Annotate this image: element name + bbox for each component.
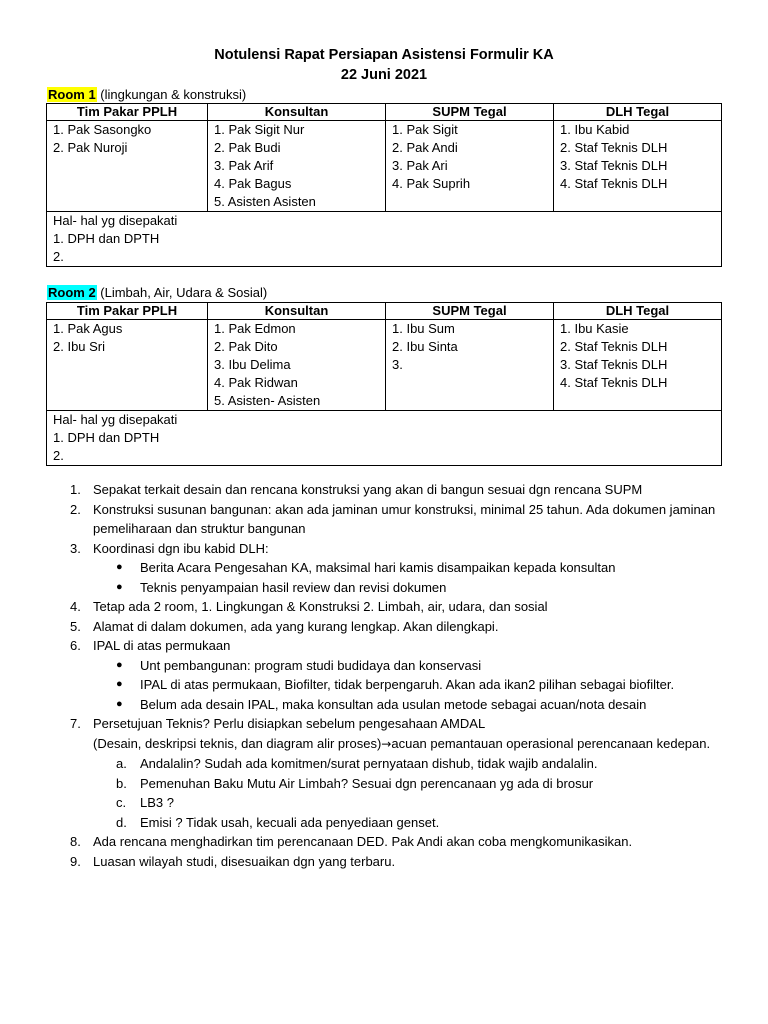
list-item: 4. Pak Ridwan bbox=[214, 375, 298, 390]
note-item-2 bbox=[0, 500, 768, 539]
bullet-text: Teknis penyampaian hasil review dan revisi dokumen bbox=[140, 579, 447, 595]
list-item: 2. Ibu Sinta bbox=[392, 339, 458, 354]
note-text: Sepakat terkait desain dan rencana konstruksi yang akan di bangun sesuai dgn rencana SUPM bbox=[93, 482, 643, 497]
sub-bullet-item bbox=[0, 656, 768, 676]
note-item-1 bbox=[0, 480, 768, 500]
note-number: 4. bbox=[70, 599, 81, 614]
agreement-cell bbox=[47, 411, 722, 466]
agreement-heading: Hal- hal yg disepakati bbox=[53, 412, 178, 427]
note-text: Alamat di dalam dokumen, ada yang kurang lengkap. Akan dilengkapi. bbox=[93, 618, 499, 634]
bullet-icon: ● bbox=[116, 678, 123, 690]
header-tim-pakar: Tim Pakar PPLH bbox=[47, 104, 208, 121]
list-item: 4. Staf Teknis DLH bbox=[560, 176, 668, 191]
list-item: 2. bbox=[53, 249, 64, 264]
note-text: Konstruksi susunan bangunan: akan ada jaminan umur konstruksi, minimal 25 tahun. Ada dokumen jaminan pemeliharaan dan struktur bangunan bbox=[93, 501, 716, 536]
note-item-9 bbox=[0, 852, 768, 872]
list-item: 1. Pak Sigit Nur bbox=[214, 122, 305, 137]
note-number: 6. bbox=[70, 638, 81, 653]
bullet-text: Belum ada desain IPAL, maka konsultan ada usulan metode sebagai acuan/nota desain bbox=[140, 696, 647, 712]
agreement-heading: Hal- hal yg disepakati bbox=[53, 213, 178, 228]
list-item: 1. Pak Sasongko bbox=[53, 122, 152, 137]
list-item: 1. Ibu Kasie bbox=[560, 321, 629, 336]
note-text-continued: (Desain, deskripsi teknis, dan diagram alir proses) bbox=[93, 735, 382, 751]
list-item: 1. Pak Agus bbox=[53, 321, 123, 336]
list-item: 2. Pak Dito bbox=[214, 339, 278, 354]
konsultan-cell bbox=[208, 121, 386, 212]
header-dlh-tegal: DLH Tegal bbox=[554, 303, 722, 320]
agreement-cell bbox=[47, 212, 722, 267]
header-konsultan: Konsultan bbox=[208, 303, 386, 320]
note-number: 9. bbox=[70, 853, 81, 869]
list-item: 3. Staf Teknis DLH bbox=[560, 158, 668, 173]
list-item: 1. Ibu Kabid bbox=[560, 122, 630, 137]
note-item-8 bbox=[0, 832, 768, 852]
bullet-text: IPAL di atas permukaan, Biofilter, tidak berpengaruh. Akan ada ikan2 pilihan sebagai biofilter. bbox=[140, 677, 675, 692]
list-item: 1. DPH dan DPTH bbox=[53, 430, 160, 445]
note-number: 8. bbox=[70, 834, 81, 849]
lettered-item bbox=[0, 813, 768, 833]
table-row bbox=[47, 121, 722, 212]
list-item: 2. bbox=[53, 448, 64, 463]
list-item: 2. Pak Andi bbox=[392, 140, 458, 155]
document-title: Notulensi Rapat Persiapan Asistensi Formulir KA bbox=[214, 47, 554, 63]
header-dlh-tegal: DLH Tegal bbox=[554, 104, 722, 121]
note-text: Tetap ada 2 room, 1. Lingkungan & Konstruksi 2. Limbah, air, udara, dan sosial bbox=[93, 599, 548, 614]
bullet-icon: ● bbox=[116, 658, 123, 671]
list-item: 4. Pak Bagus bbox=[214, 176, 292, 191]
agreement-row bbox=[47, 411, 722, 466]
note-text: Persetujuan Teknis? Perlu disiapkan sebelum pengesahaan AMDAL bbox=[93, 716, 486, 731]
list-item: 3. Pak Arif bbox=[214, 158, 274, 173]
list-item: 3. bbox=[392, 357, 403, 372]
item-letter: a. bbox=[116, 756, 127, 771]
lettered-text: Emisi ? Tidak usah, kecuali ada penyediaan genset. bbox=[140, 814, 440, 830]
list-item: 2. Pak Nuroji bbox=[53, 140, 128, 155]
room-1-label: Room 1 bbox=[48, 87, 96, 102]
tim-pakar-cell bbox=[47, 121, 208, 212]
table-header-row bbox=[47, 303, 722, 320]
agreement-row bbox=[47, 212, 722, 267]
konsultan-cell bbox=[208, 320, 386, 411]
item-letter: b. bbox=[116, 775, 127, 791]
note-text: Koordinasi dgn ibu kabid DLH: bbox=[93, 540, 269, 556]
note-item-7 bbox=[0, 714, 768, 754]
list-item: 3. Pak Ari bbox=[392, 158, 448, 173]
header-supm-tegal: SUPM Tegal bbox=[386, 303, 554, 320]
bullet-text: Unt pembangunan: program studi budidaya dan konservasi bbox=[140, 657, 482, 673]
note-number: 7. bbox=[70, 716, 81, 731]
dlh-tegal-cell bbox=[554, 320, 722, 411]
note-text: Ada rencana menghadirkan tim perencanaan DED. Pak Andi akan coba mengkomunikasikan. bbox=[93, 834, 633, 849]
note-item-3 bbox=[0, 539, 768, 559]
note-text: Luasan wilayah studi, disesuaikan dgn yang terbaru. bbox=[93, 853, 396, 869]
document-date: 22 Juni 2021 bbox=[340, 67, 428, 83]
note-number: 5. bbox=[70, 618, 81, 634]
note-item-4 bbox=[0, 597, 768, 617]
list-item: 2. Pak Budi bbox=[214, 140, 281, 155]
sub-bullet-item bbox=[0, 558, 768, 578]
dlh-tegal-cell bbox=[554, 121, 722, 212]
sub-bullet-item bbox=[0, 578, 768, 598]
note-number: 1. bbox=[70, 482, 81, 497]
bullet-icon: ● bbox=[116, 580, 123, 593]
meeting-notes-list bbox=[0, 480, 768, 871]
supm-tegal-cell bbox=[386, 121, 554, 212]
header-konsultan: Konsultan bbox=[208, 104, 386, 121]
list-item: 4. Pak Suprih bbox=[392, 176, 471, 191]
lettered-text: LB3 ? bbox=[140, 795, 174, 810]
arrow-right-icon: → bbox=[381, 736, 392, 751]
lettered-text: Pemenuhan Baku Mutu Air Limbah? Sesuai dgn perencanaan yg ada di brosur bbox=[140, 775, 594, 791]
note-number: 2. bbox=[70, 501, 81, 517]
room-2-table bbox=[46, 302, 722, 466]
note-item-5 bbox=[0, 617, 768, 637]
lettered-item bbox=[0, 774, 768, 794]
bullet-text: Berita Acara Pengesahan KA, maksimal hari kamis disampaikan kepada konsultan bbox=[140, 560, 616, 575]
list-item: 2. Ibu Sri bbox=[53, 339, 106, 354]
list-item: 1. Ibu Sum bbox=[392, 321, 455, 336]
list-item: 2. Staf Teknis DLH bbox=[560, 140, 668, 155]
list-item: 3. Ibu Delima bbox=[214, 357, 291, 372]
list-item: 1. Pak Edmon bbox=[214, 321, 296, 336]
room-1-heading bbox=[47, 86, 246, 103]
bullet-icon: ● bbox=[116, 561, 123, 573]
room-2-subtitle: (Limbah, Air, Udara & Sosial) bbox=[96, 285, 268, 300]
bullet-icon: ● bbox=[116, 697, 123, 710]
table-header-row bbox=[47, 104, 722, 121]
note-text-continued: acuan pemantauan operasional perencanaan kedepan. bbox=[391, 735, 711, 751]
list-item: 3. Staf Teknis DLH bbox=[560, 357, 668, 372]
item-letter: d. bbox=[116, 814, 127, 830]
note-item-6 bbox=[0, 636, 768, 656]
table-row bbox=[47, 320, 722, 411]
list-item: 4. Staf Teknis DLH bbox=[560, 375, 668, 390]
header-supm-tegal: SUPM Tegal bbox=[386, 104, 554, 121]
note-text: IPAL di atas permukaan bbox=[93, 638, 231, 653]
sub-bullet-item bbox=[0, 675, 768, 695]
list-item: 2. Staf Teknis DLH bbox=[560, 339, 668, 354]
list-item: 1. DPH dan DPTH bbox=[53, 231, 160, 246]
note-number: 3. bbox=[70, 540, 81, 556]
room-2-label: Room 2 bbox=[48, 285, 96, 300]
room-2-heading bbox=[47, 284, 267, 301]
lettered-item bbox=[0, 754, 768, 774]
lettered-text: Andalalin? Sudah ada komitmen/surat pernyataan dishub, tidak wajib andalalin. bbox=[140, 756, 598, 771]
tim-pakar-cell bbox=[47, 320, 208, 411]
lettered-item bbox=[0, 793, 768, 813]
room-1-table bbox=[46, 103, 722, 267]
list-item: 1. Pak Sigit bbox=[392, 122, 458, 137]
item-letter: c. bbox=[116, 795, 127, 810]
header-tim-pakar: Tim Pakar PPLH bbox=[47, 303, 208, 320]
supm-tegal-cell bbox=[386, 320, 554, 411]
list-item: 5. Asisten- Asisten bbox=[214, 393, 321, 408]
room-1-subtitle: (lingkungan & konstruksi) bbox=[96, 87, 247, 102]
sub-bullet-item bbox=[0, 695, 768, 715]
list-item: 5. Asisten Asisten bbox=[214, 194, 316, 209]
